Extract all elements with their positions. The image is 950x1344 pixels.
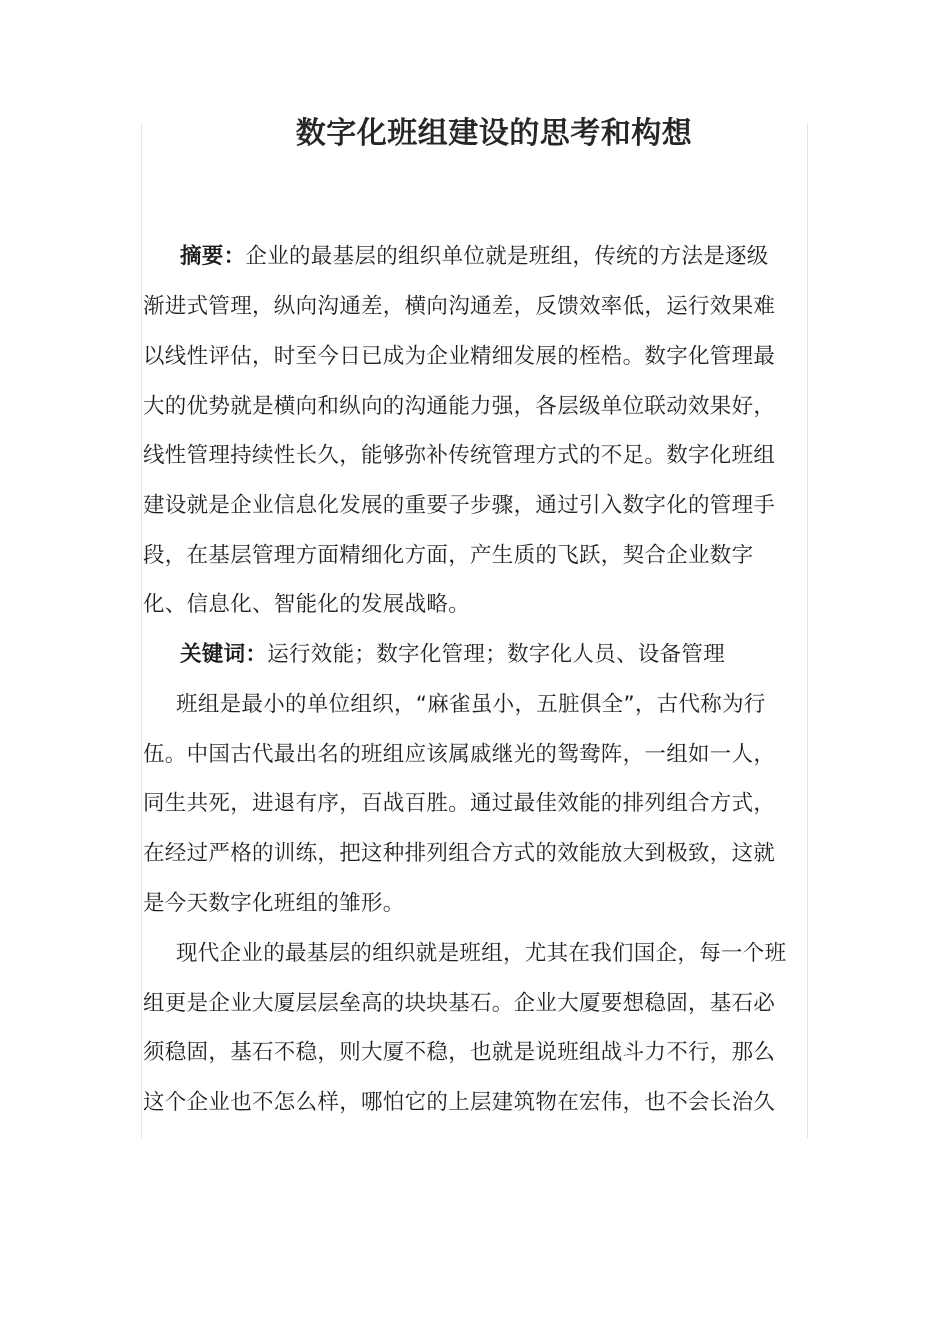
abstract-line: 以线性评估，时至今日已成为企业精细发展的桎梏。数字化管理最 (143, 344, 776, 369)
paragraph-line: 伍。中国古代最出名的班组应该属戚继光的鸳鸯阵，一组如一人， (143, 742, 776, 767)
abstract-label: 摘要： (180, 244, 246, 269)
paragraph-line: 是今天数字化班组的雏形。 (143, 891, 405, 916)
paragraph-line: 同生共死，进退有序，百战百胜。通过最佳效能的排列组合方式， (143, 791, 776, 816)
abstract-line: 线性管理持续性长久，能够弥补传统管理方式的不足。数字化班组 (143, 443, 776, 468)
keywords-label: 关键词： (180, 642, 268, 667)
keywords-line (180, 630, 725, 680)
abstract-line: 化、信息化、智能化的发展战略。 (143, 592, 471, 617)
document-title: 数字化班组建设的思考和构想 (295, 116, 693, 151)
paragraph-line: 在经过严格的训练，把这种排列组合方式的效能放大到极致，这就 (143, 841, 776, 866)
abstract-line: 段，在基层管理方面精细化方面，产生质的飞跃，契合企业数字 (143, 543, 754, 568)
abstract-line: 建设就是企业信息化发展的重要子步骤，通过引入数字化的管理手 (143, 493, 776, 518)
paragraph-line: 须稳固，基石不稳，则大厦不稳，也就是说班组战斗力不行，那么 (143, 1040, 776, 1065)
paragraph-line: 这个企业也不怎么样，哪怕它的上层建筑物在宏伟，也不会长治久 (143, 1090, 776, 1115)
abstract-line: 渐进式管理，纵向沟通差，横向沟通差，反馈效率低，运行效果难 (143, 294, 776, 319)
paragraph-line: 班组是最小的单位组织，“麻雀虽小，五脏俱全”，古代称为行 (176, 692, 766, 717)
abstract-line (180, 232, 769, 282)
paragraph-line: 现代企业的最基层的组织就是班组，尤其在我们国企，每一个班 (176, 941, 787, 966)
abstract-line: 大的优势就是横向和纵向的沟通能力强，各层级单位联动效果好， (143, 394, 776, 419)
paragraph-line: 组更是企业大厦层层垒高的块块基石。企业大厦要想稳固，基石必 (143, 991, 776, 1016)
abstract-text: 企业的最基层的组织单位就是班组，传统的方法是逐级 (245, 244, 769, 269)
page-left-border (141, 124, 142, 1138)
keywords-text: 运行效能；数字化管理；数字化人员、设备管理 (267, 642, 726, 667)
page-right-border (807, 124, 808, 1138)
